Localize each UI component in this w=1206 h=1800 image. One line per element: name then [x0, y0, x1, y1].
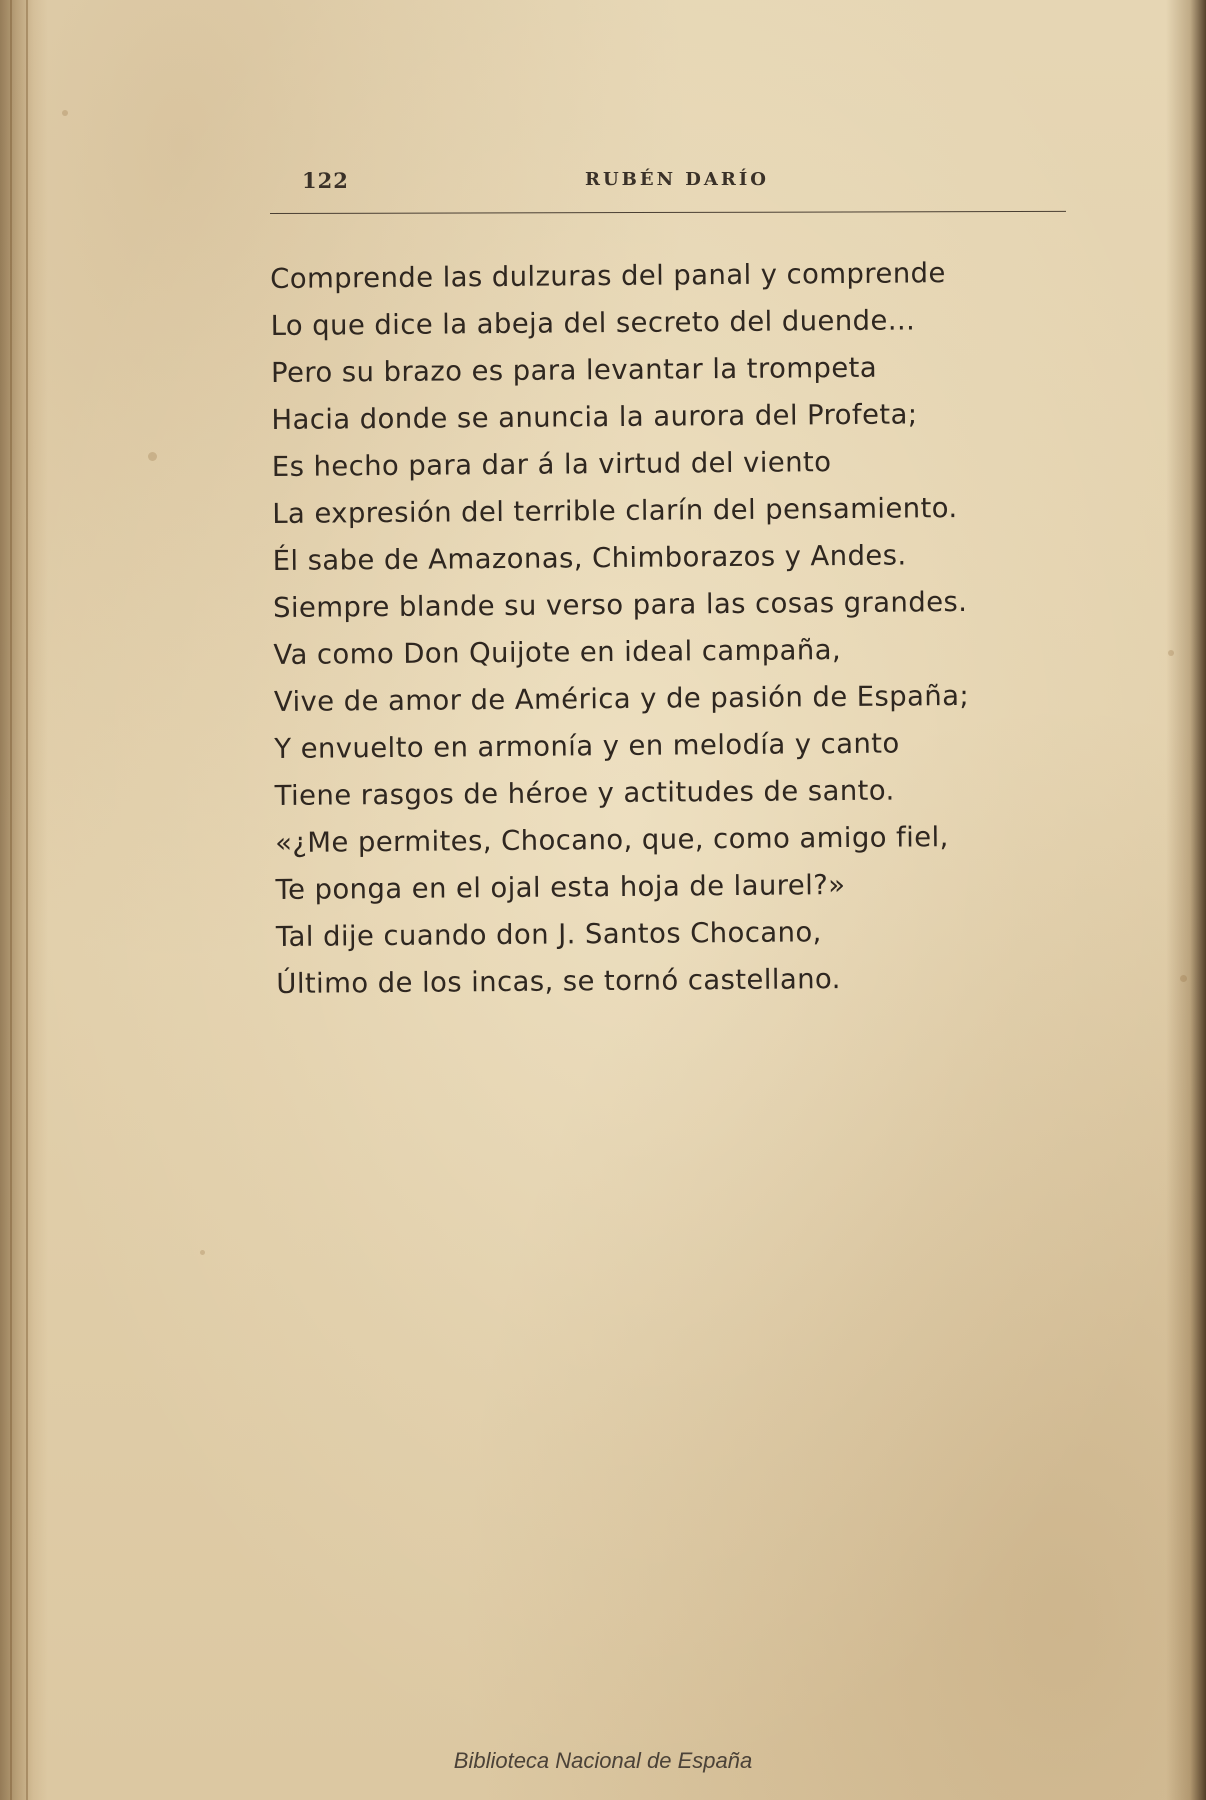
- spine-line: [26, 0, 28, 1800]
- spine-line: [10, 0, 12, 1800]
- poem-line: Y envuelto en armonía y en melodía y canto: [274, 727, 900, 765]
- page-header: [270, 168, 1060, 228]
- poem-line: Es hecho para dar á la virtud del viento: [271, 446, 832, 483]
- poem-line: Va como Don Quijote en ideal campaña,: [273, 634, 842, 671]
- poem-line: Él sabe de Amazonas, Chimborazos y Andes.: [272, 539, 907, 577]
- running-head: RUBÉN DARÍO: [585, 169, 769, 190]
- header-rule: [270, 211, 1066, 214]
- foxing-spot: [1168, 650, 1174, 656]
- foxing-spot: [200, 1250, 205, 1255]
- page-edge-shadow: [1166, 0, 1206, 1800]
- poem-text: [270, 249, 1067, 1008]
- poem-line: Hacia donde se anuncia la aurora del Profeta;: [271, 398, 918, 436]
- poem-line: Tal dije cuando don J. Santos Chocano,: [275, 916, 822, 953]
- foxing-spot: [148, 452, 157, 461]
- poem-line: Último de los incas, se tornó castellano.: [276, 963, 841, 1000]
- poem-line: La expresión del terrible clarín del pensamiento.: [272, 492, 958, 530]
- poem-line: Vive de amor de América y de pasión de España;: [273, 679, 970, 718]
- poem-line: Pero su brazo es para levantar la trompeta: [270, 351, 878, 389]
- foxing-spot: [1180, 975, 1187, 982]
- page-number: 122: [302, 168, 349, 193]
- library-watermark: Biblioteca Nacional de España: [453, 1748, 753, 1773]
- poem-line: Tiene rasgos de héroe y actitudes de santo.: [274, 774, 895, 812]
- poem-line: Siempre blande su verso para las cosas grandes.: [272, 585, 968, 624]
- poem-line: «¿Me permites, Chocano, que, como amigo fiel,: [274, 821, 949, 859]
- poem-line: Te ponga en el ojal esta hoja de laurel?»: [275, 869, 846, 906]
- spine-shadow: [0, 0, 48, 1800]
- foxing-spot: [62, 110, 68, 116]
- poem-line: Comprende las dulzuras del panal y comprende: [270, 257, 946, 295]
- poem-line: Lo que dice la abeja del secreto del duende...: [270, 304, 916, 342]
